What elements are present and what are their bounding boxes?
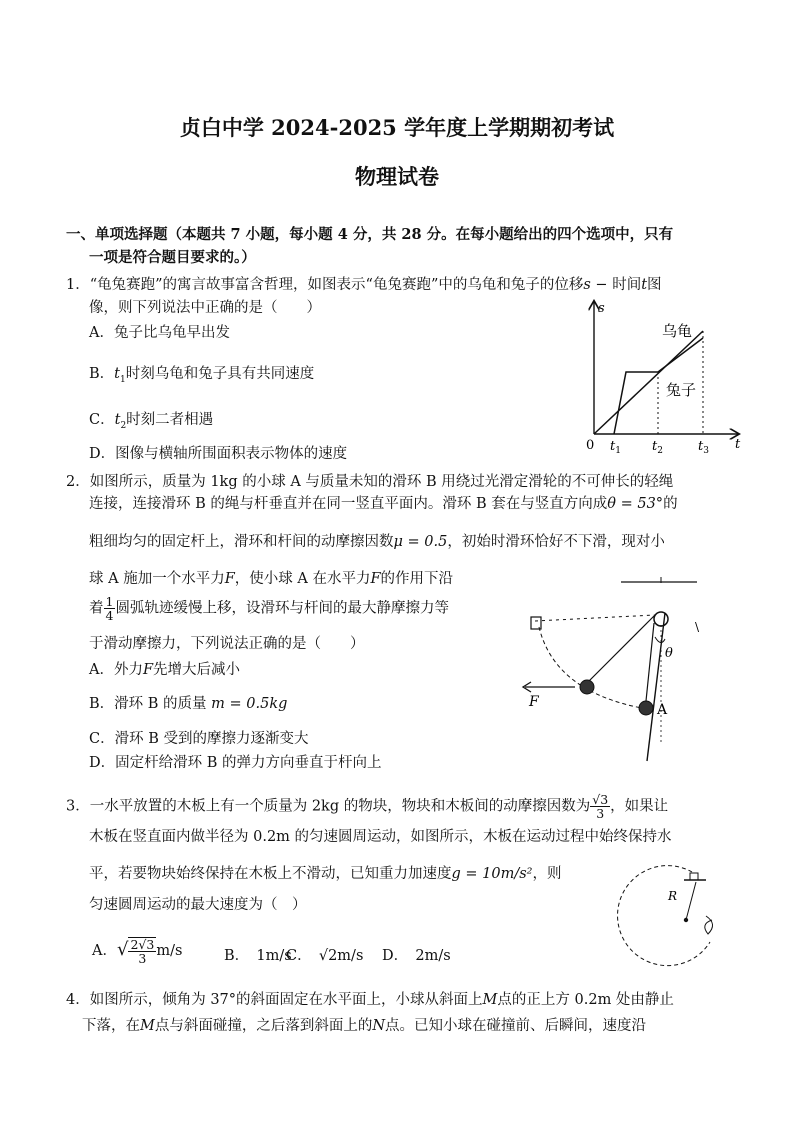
section-heading-line2: 一项是符合题目要求的。） [89,249,256,266]
ball-a [639,701,653,715]
q1-option-c: C．$t_2$时刻二者相遇 [89,412,214,431]
q2-stem-line1: 2．如图所示，质量为 1kg 的小球 A 与质量未知的滑环 B 用绕过光滑定滑轮的不可伸长的轻绳 [66,474,674,490]
q4-stem-line2: 下落，在M点与斜面碰撞，之后落到斜面上的N点。已知小球在碰撞前、后瞬间，速度沿 [82,1018,647,1034]
q1-option-d: D．图像与横轴所围面积表示物体的速度 [89,446,348,462]
stray-mark: \ [695,620,700,634]
t-axis-label: t [735,437,741,452]
t2-label: $t_2$ [652,439,663,456]
force-label: F [529,694,539,710]
theta-label: θ [665,646,673,661]
q1-stem-line2: 像，则下列说法中正确的是（ ） [89,300,321,316]
q3-stem-line3: 平，若要物块始终保持在木板上不滑动，已知重力加速度g = 10m/s²，则 [89,866,562,882]
q2-stem-line3: 粗细均匀的固定杆上，滑环和杆间的动摩擦因数μ = 0.5，初始时滑环恰好不下滑，现对小 [89,534,665,550]
q2-option-c: C．滑环 B 受到的摩擦力逐渐变大 [89,731,309,747]
q1-option-b: B．$t_1$时刻乌龟和兔子具有共同速度 [89,366,315,385]
q3-option-b: B． 1m/s [224,948,292,964]
q3-option-a: A．√ $\frac{2√3}{3}$ m/s [92,937,183,966]
q2-stem-line6: 于滑动摩擦力，下列说法正确的是（ ） [89,636,365,652]
ball-moving [580,680,594,694]
origin-label: 0 [586,438,595,453]
radius-label: R [668,889,678,903]
q2-option-b: B．滑环 B 的质量 m = 0.5kg [89,696,288,712]
q2-figure [515,575,715,765]
school-title: 贞白中学 2024-2025 学年度上学期期初考试 [179,115,615,140]
q3-stem-line4: 匀速圆周运动的最大速度为（ ） [89,897,307,913]
rope-vertical [646,623,654,701]
t3-label: $t_3$ [698,439,709,456]
block [690,873,698,880]
pulley [654,612,668,626]
q2-stem-line5: 着 $\frac{1}{4}$ 圆弧轨迹缓慢上移，设滑环与杆间的最大静摩擦力等 [89,594,449,623]
q1-option-a: A．兔子比乌龟早出发 [89,325,230,341]
q3-figure [600,862,730,980]
q3-stem-line2: 木板在竖直面内做半径为 0.2m 的匀速圆周运动，如图所示，木板在运动过程中始终保持水 [89,829,672,845]
tortoise-label: 乌龟 [662,322,693,340]
q3-option-c: C． √2m/s [286,948,364,964]
section-heading-line1: 一、单项选择题（本题共 7 小题，每小题 4 分，共 28 分。在每小题给出的四个选项中，只有 [66,226,674,243]
q2-option-a: A．外力F先增大后减小 [89,662,241,678]
rotation-arrow [705,916,713,934]
t1-label: $t_1$ [610,439,621,456]
rope-dashed [535,615,655,621]
subject-title: 物理试卷 [355,164,439,189]
rabbit-label: 兔子 [666,381,697,399]
q1-st-graph [580,296,750,462]
q2-stem-line4: 球 A 施加一个水平力F，使小球 A 在水平力F的作用下沿 [89,571,454,587]
q4-stem-line1: 4．如图所示，倾角为 37°的斜面固定在水平面上，小球从斜面上M点的正上方 0.2m 处由静止 [66,992,674,1008]
rope-to-ball [585,615,655,685]
s-axis-label: s [598,301,605,316]
q2-stem-line2: 连接，连接滑环 B 的绳与杆垂直并在同一竖直平面内。滑环 B 套在与竖直方向成θ = 53°的 [89,496,678,512]
q3-option-d: D． 2m/s [382,948,451,964]
fixed-rod [647,613,665,761]
q1-stem-line1: 1．“龟兔赛跑”的寓言故事富含哲理，如图表示“龟兔赛跑”中的乌龟和兔子的位移s − 时间t图 [66,277,662,293]
radius-line [686,882,696,920]
ball-a-label: A [657,702,668,718]
q2-option-d: D．固定杆给滑环 B 的弹力方向垂直于杆向上 [89,755,382,771]
q3-stem-line1: 3．一水平放置的木板上有一个质量为 2kg 的物块，物块和木板间的动摩擦因数为 $\frac{√3}{3}$ ，如果让 [66,792,669,821]
angle-arc [655,637,665,643]
